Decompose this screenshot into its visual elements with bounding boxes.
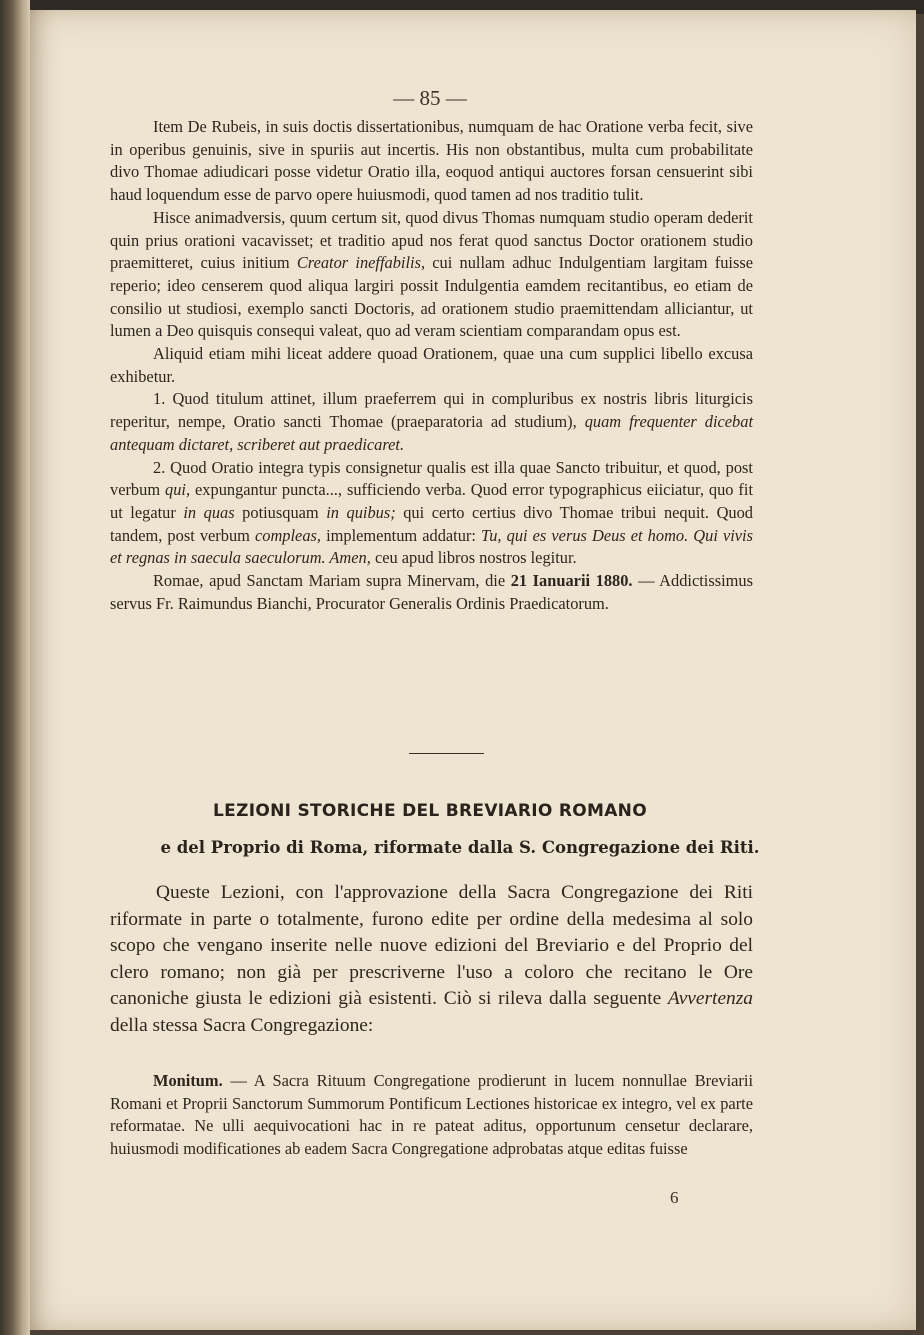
book-binding — [0, 0, 30, 1335]
page-number: — 85 — — [393, 86, 467, 110]
monitum-text — [110, 1070, 753, 1161]
paragraph-6: Romae, apud Sanctam Mariam supra Minervam, die 21 Ianuarii 1880. — Addictissimus servus Fr. Raimundus Bianchi, Procurator Generalis Ordinis Praedicatorum. — [110, 571, 753, 613]
section-heading: LEZIONI STORICHE DEL BREVIARIO ROMANO — [213, 801, 647, 821]
paragraph-5: 2. Quod Oratio integra typis consignetur qualis est illa quae Sancto tribuitur, et quod, post verbum qui, expungantur puncta..., sufficiendo verba. Quod error typographicus eiiciatur, quo fit ut legatur in quas potiusquam in quibus; qui certo certius divo Thomae tribui nequit. Quod tandem, post verbum compleas, implementum addatur: Tu, qui es verus Deus et homo. Qui vivis et regnas in saecula saeculorum. Amen, ceu apud libros nostros legitur. — [110, 457, 754, 568]
paragraph-3: Aliquid etiam mihi liceat addere quoad Orationem, quae una cum supplici libello excusa exhibetur. — [110, 344, 753, 386]
paragraph-1: Item De Rubeis, in suis doctis dissertationibus, numquam de hac Oratione verba fecit, sive in operibus genuinis, sive in spuriis aut incertis. His non obstantibus, multa cum probabilitate divo Thomae adiudicari posse videtur Oratio illa, eoquod antiqui auctores forsan censuerint sibi haud loquendum esse de parvo opere huiusmodi, quod tamen ad nos traditio tulit. — [110, 117, 753, 205]
italian-intro-text — [110, 880, 753, 1039]
signature-mark: 6 — [670, 1188, 679, 1207]
latin-letter-text — [110, 116, 753, 615]
paragraph-2: Hisce animadversis, quum certum sit, quod divus Thomas numquam studio operam dederit quin prius orationi vacavisset; et traditio apud nos ferat quod sanctus Doctor orationem studio praemitteret, cuius initium Creator ineffabilis, cui nullam adhuc Indulgentiam largitam fuisse reperio; ideo censerem quod aliqua largiri possit Indulgentia eamdem recitantibus, eo etiam de consilio ut studiosi, exemplo sancti Doctoris, ad orationem studio praemittendam alliciantur, ut lumen a Deo quisquis consequi valeat, quo ad veram scientiam comparandam opus est. — [110, 207, 753, 341]
section-divider — [409, 753, 484, 754]
intro-paragraph: Queste Lezioni, con l'approvazione della Sacra Congregazione dei Riti riformate in parte o totalmente, furono edite per ordine della medesima al solo scopo che vengano inserite nelle nuove edizioni del Breviario e del Proprio del clero romano; non già per prescriverne l'uso a coloro che recitano le Ore canoniche giusta le edizioni già esistenti. Ciò si rileva dalla seguente Avvertenza della stessa Sacra Congregazione: — [110, 882, 753, 1036]
section-subheading: e del Proprio di Roma, riformate dalla S. Congregazione dei Riti. — [160, 838, 760, 857]
paragraph-4: 1. Quod titulum attinet, illum praeferrem qui in compluribus ex nostris libris liturgicis reperitur, nempe, Oratio sancti Thomae (praeparatoria ad studium), quam frequenter dicebat antequam dictaret, scriberet aut praedicaret. — [110, 389, 754, 454]
monitum-paragraph: Monitum. — A Sacra Rituum Congregatione prodierunt in lucem nonnullae Breviarii Romani et Proprii Sanctorum Summorum Pontificum Lectiones historicae ex integro, vel ex parte reformatae. Ne ulli aequivocationi hac in re pateat aditus, opportunum censetur declarare, huiusmodi modificationes ab eadem Sacra Congregatione adprobatas atque editas fuisse — [110, 1071, 753, 1159]
